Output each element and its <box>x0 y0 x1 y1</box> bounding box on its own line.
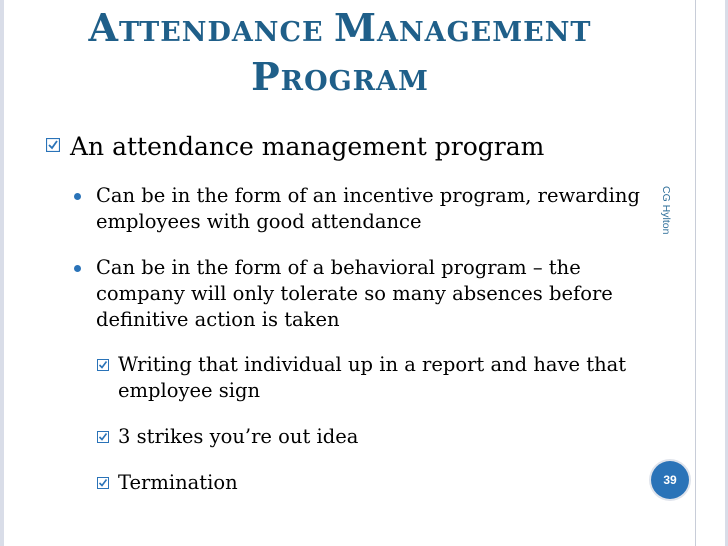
slide-title <box>60 6 620 104</box>
main-bullet-text: An attendance management program <box>70 132 545 161</box>
right-divider-line <box>695 0 696 546</box>
title-line-1 <box>60 6 620 55</box>
checkbox-bullet-icon <box>97 477 109 489</box>
page-number-badge: 39 <box>651 461 689 499</box>
checkbox-bullet-icon <box>46 138 60 152</box>
left-border <box>0 0 4 546</box>
sub-bullet-text: Can be in the form of a behavioral program – the company will only tolerate so many absences before definitive action is taken <box>96 256 613 331</box>
title-word-3: ROGRAM <box>280 66 429 97</box>
sub-sub-bullet-text: 3 strikes you’re out idea <box>118 425 359 448</box>
sub-bullet-text: Can be in the form of an incentive program, rewarding employees with good attendance <box>96 184 640 233</box>
sub-sub-bullet-text: Writing that individual up in a report and have that employee sign <box>118 353 627 402</box>
author-vertical-label: CG Hylton <box>660 186 672 235</box>
checkbox-bullet-icon <box>97 359 109 371</box>
checkbox-bullet-icon <box>97 431 109 443</box>
title-initial-p: P <box>251 54 281 99</box>
sub-sub-bullet-text: Termination <box>118 471 238 494</box>
title-initial-m: M <box>333 5 378 50</box>
title-word-2: ANAGEMENT <box>377 17 592 48</box>
dot-bullet-icon <box>74 193 81 200</box>
title-initial-a: A <box>88 5 119 50</box>
dot-bullet-icon <box>74 265 81 272</box>
title-line-2 <box>60 55 620 104</box>
title-word-1: TTENDANCE <box>118 17 334 48</box>
